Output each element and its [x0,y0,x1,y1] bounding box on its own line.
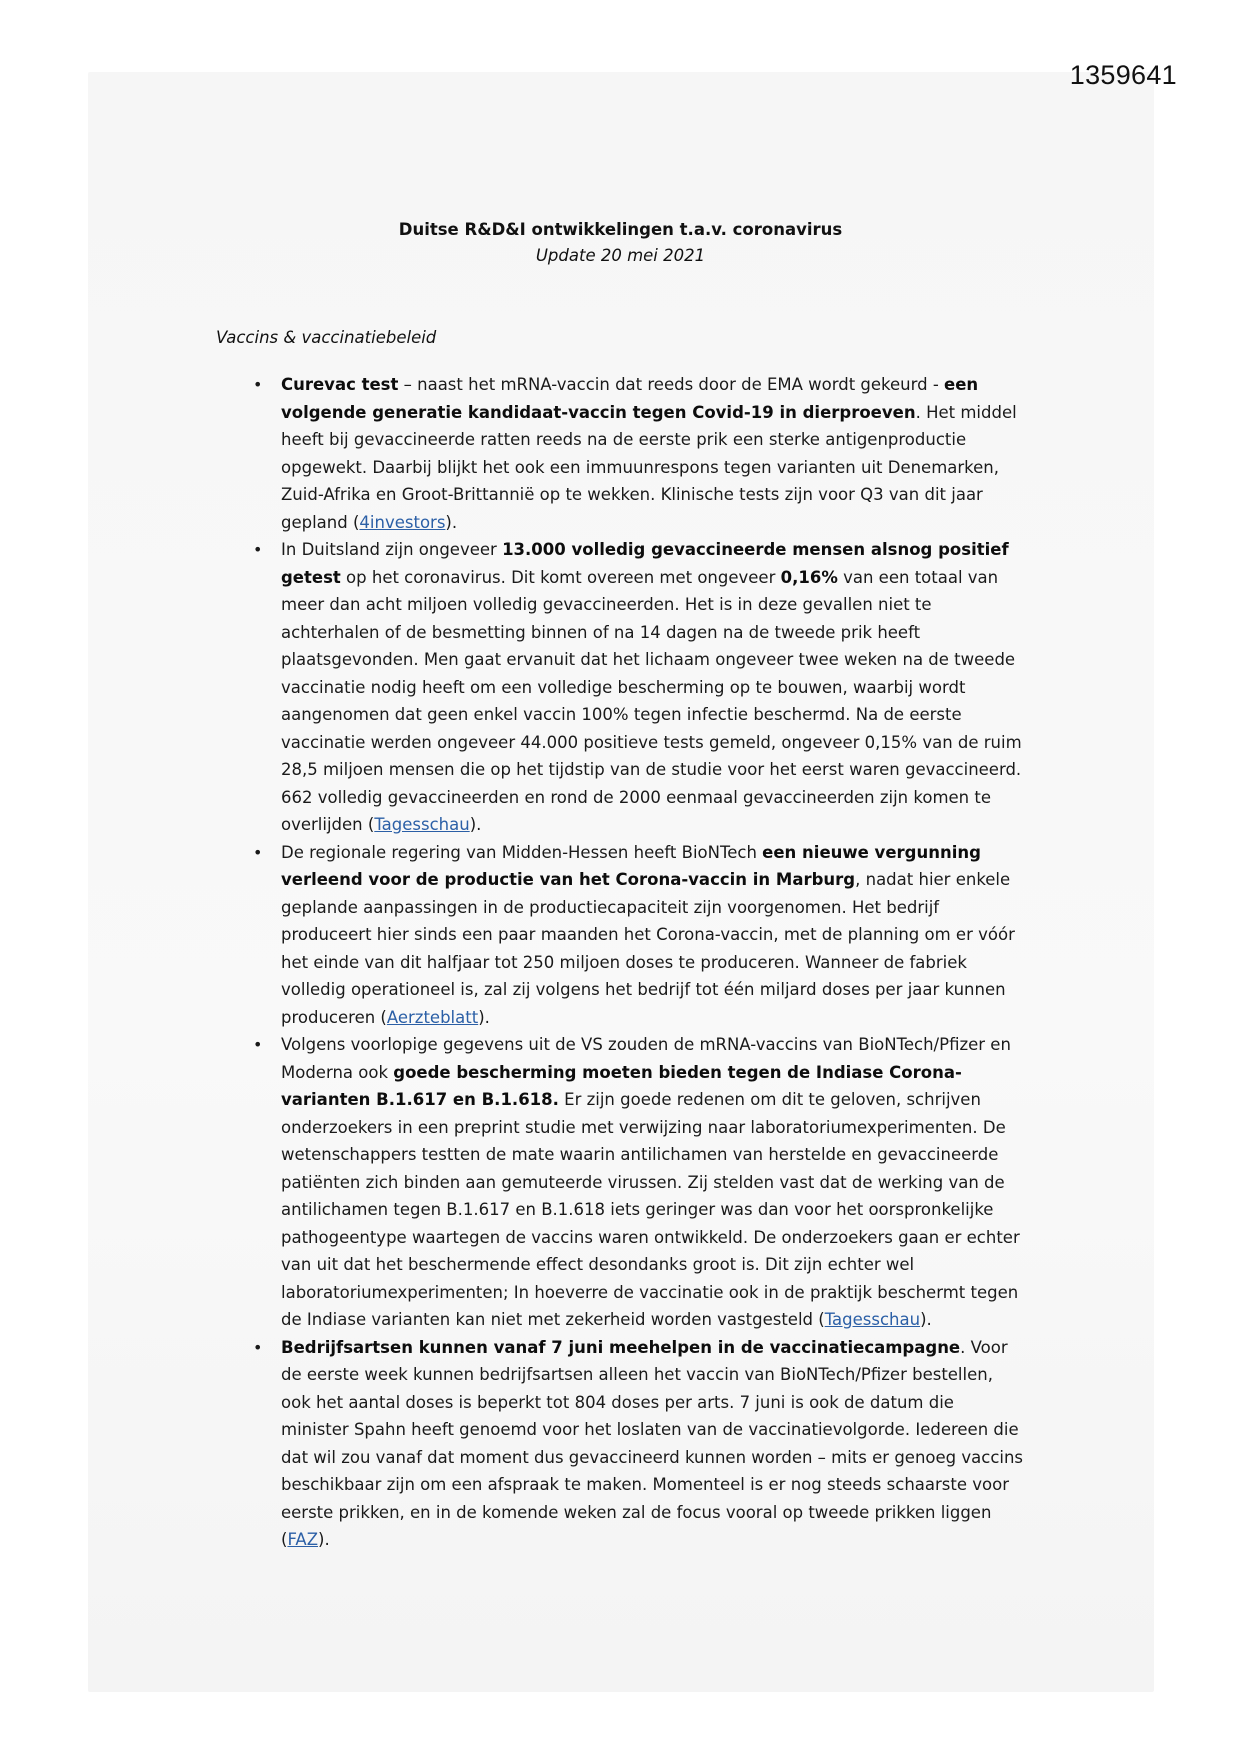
bullet-icon: • [253,1035,263,1054]
bullet-text: op het coronavirus. Dit komt overeen met ongeveer [340,567,781,587]
bullet-icon: • [253,1337,263,1357]
source-link-tagesschau[interactable]: Tagesschau [824,1310,921,1329]
bullet-item-curevac [253,371,1026,536]
source-link-faz[interactable]: FAZ [287,1530,319,1549]
bullet-text: ). [920,1310,932,1329]
document-number: 1359641 [1069,60,1177,90]
bullet-text: ). [478,1007,490,1027]
bullet-bold-text: Bedrijfsartsen kunnen vanaf 7 juni meehelpen in de vaccinatiecampagne [281,1337,961,1357]
bullet-bold-text: een nieuwe vergunning verleend voor de productie van het Corona-vaccin in Marburg [281,842,981,889]
bullet-item-indian-variants [253,1031,1026,1334]
bullet-item-company-doctors [253,1334,1026,1554]
bullet-item-biontech-marburg [253,839,1026,1032]
bullet-text: ). [469,815,482,834]
document-subtitle: Update 20 mei 2021 [535,246,706,265]
bullet-list [253,371,1026,1554]
bullet-bold-text: goede bescherming moeten bieden tegen de Indiase Corona-varianten B.1.617 en B.1.618. [281,1062,962,1109]
bullet-text: . Het middel heeft bij gevaccineerde ratten reeds na de eerste prik een sterke antigenproductie opgewekt. Daarbij blijkt het ook een immuunrespons tegen varianten uit Denemarken, Zuid-Afrika en Groot-Brittannië op te wekken. Klinische tests zijn voor Q3 van dit jaar gepland ( [281,402,1017,532]
bullet-text: . Voor de eerste week kunnen bedrijfsartsen alleen het vaccin van BioNTech/Pfizer bestellen, ook het aantal doses is beperkt tot 804 doses per arts. 7 juni is ook de datum die minister Spahn heeft genoemd voor het loslaten van de vaccinatievolgorde. Iedereen die dat wil zou vanaf dat moment dus gevaccineerd kunnen worden – mits er genoeg vaccins beschikbaar zijn om een afspraak te maken. Momenteel is er nog steeds schaarste voor eerste prikken, en in de komende weken zal de focus vooral op tweede prikken liggen ( [281,1337,1024,1549]
bullet-icon: • [253,842,263,862]
bullet-text: van een totaal van meer dan acht miljoen volledig gevaccineerden. Het is in deze gevallen niet te achterhalen of de besmetting binnen of na 14 dagen na de tweede prik heeft plaatsgevonden. Men gaat ervanuit dat het lichaam ongeveer twee weken na de tweede vaccinatie nodig heeft om een volledige bescherming op te bouwen, waarbij wordt aangenomen dat geen enkel vaccin 100% tegen infectie beschermd. Na de eerste vaccinatie werden ongeveer 44.000 positieve tests gemeld, ongeveer 0,15% van de ruim 28,5 miljoen mensen die op het tijdstip van de studie voor het eerst waren gevaccineerd. 662 volledig gevaccineerden en rond de 2000 eenmaal gevaccineerden zijn komen te overlijden ( [281,567,1022,834]
title-block [0,218,1241,268]
source-link-aerzteblatt[interactable]: Aerzteblatt [386,1007,479,1027]
bullet-icon: • [253,375,263,394]
bullet-text: Volgens voorlopige gegevens uit de VS zouden de mRNA-vaccins van BioNTech/Pfizer en Moderna ook [281,1035,1011,1082]
bullet-text: De regionale regering van Midden-Hessen heeft BioNTech [281,842,763,862]
bullet-text: ). [445,512,458,532]
bullet-item-breakthrough-infections [253,536,1026,839]
source-link-tagesschau[interactable]: Tagesschau [374,815,470,834]
document-title: Duitse R&D&I ontwikkelingen t.a.v. coronavirus [398,220,843,239]
bullet-bold-text: Curevac test [281,375,399,394]
bullet-text: , nadat hier enkele geplande aanpassingen in de productiecapaciteit zijn voorgenomen. Het bedrijf produceert hier sinds een paar maanden het Corona-vaccin, met de planning om er vóór het einde van dit halfjaar tot 250 miljoen doses te produceren. Wanneer de fabriek volledig operationeel is, zal zij volgens het bedrijf tot één miljard doses per jaar kunnen produceren ( [281,870,1015,1027]
bullet-text: In Duitsland zijn ongeveer [281,540,503,559]
bullet-text: – naast het mRNA-vaccin dat reeds door de EMA wordt gekeurd - [398,375,945,394]
bullet-text: ). [318,1530,330,1549]
bullet-text: Er zijn goede redenen om dit te geloven, schrijven onderzoekers in een preprint studie met verwijzing naar laboratoriumexperimenten. De wetenschappers testten de mate waarin antilichamen van herstelde en gevaccineerde patiënten zich binden aan gemuteerde virussen. Zij stelden vast dat de werking van de antilichamen tegen B.1.617 en B.1.618 iets geringer was dan voor het oorspronkelijke pathogeentype waartegen de vaccins waren ontwikkeld. De onderzoekers gaan er echter van uit dat het beschermende effect desondanks groot is. Dit zijn echter wel laboratoriumexperimenten; In hoeverre de vaccinatie ook in de praktijk beschermt tegen de Indiase varianten kan niet met zekerheid worden vastgesteld ( [281,1090,1020,1329]
bullet-bold-text: 13.000 volledig gevaccineerde mensen alsnog positief getest [281,540,1009,587]
bullet-icon: • [253,540,263,559]
source-link-4investors[interactable]: 4investors [359,512,446,532]
bullet-bold-text: 0,16% [780,567,838,587]
bullet-bold-text: een volgende generatie kandidaat-vaccin tegen Covid-19 in dierproeven [281,375,979,422]
section-heading: Vaccins & vaccinatiebeleid [216,328,437,347]
